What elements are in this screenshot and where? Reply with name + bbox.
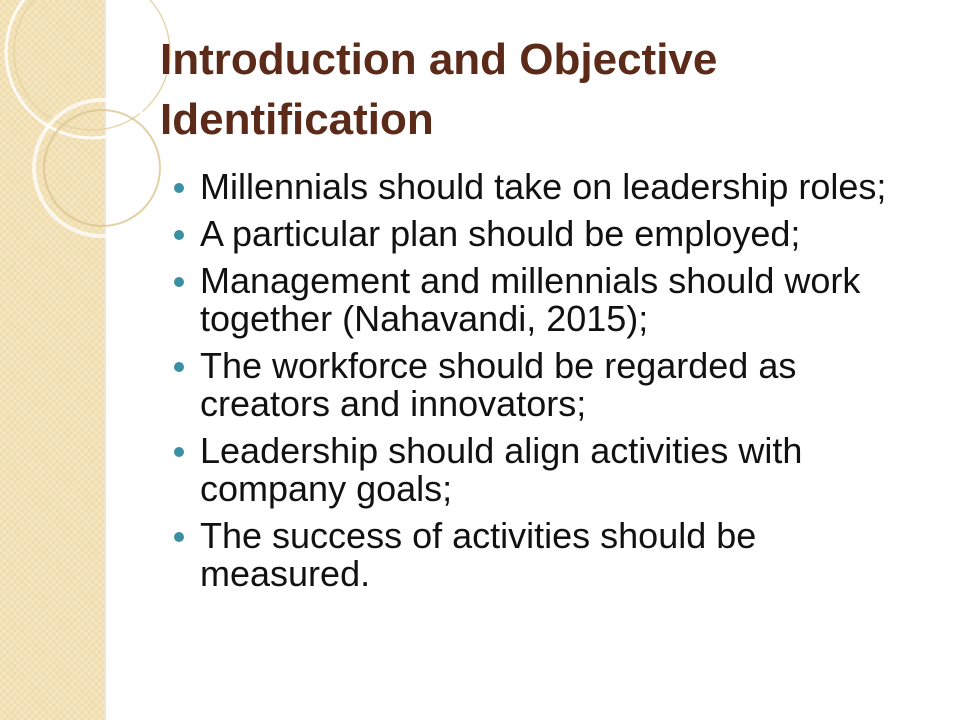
bullet-text: Millennials should take on leadership roles;	[200, 166, 887, 207]
bullet-text: The workforce should be regarded as creators and innovators;	[200, 345, 797, 424]
list-item	[170, 432, 890, 508]
bullet-text: Management and millennials should work together (Nahavandi, 2015);	[200, 260, 861, 339]
bullet-icon	[174, 277, 184, 287]
decorative-circles	[0, 0, 180, 240]
slide-title: Introduction and Objective Identification	[160, 35, 718, 144]
list-item	[170, 215, 890, 253]
bullet-icon	[174, 447, 184, 457]
bullet-text: Leadership should align activities with company goals;	[200, 430, 803, 509]
bullet-icon	[174, 362, 184, 372]
bullet-text: The success of activities should be measured.	[200, 515, 757, 594]
bullet-icon	[174, 183, 184, 193]
bullet-icon	[174, 230, 184, 240]
list-item	[170, 347, 890, 423]
list-item	[170, 517, 890, 593]
bullet-icon	[174, 532, 184, 542]
list-item	[170, 262, 890, 338]
list-item	[170, 168, 890, 206]
bullet-list	[170, 168, 890, 602]
bullet-text: A particular plan should be employed;	[200, 213, 801, 254]
